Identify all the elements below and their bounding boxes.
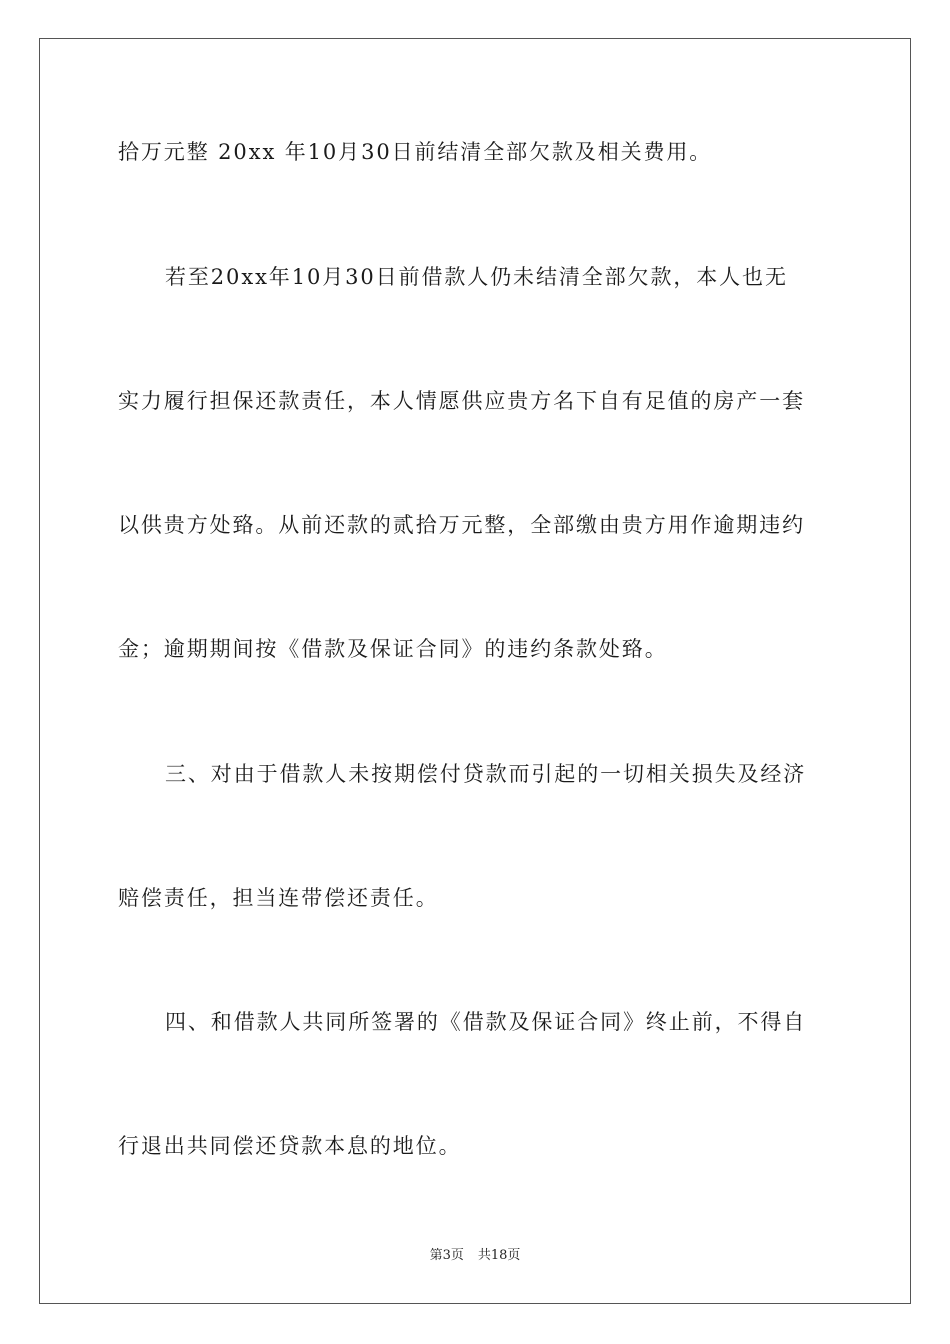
paragraph-start-line: 若至20xx年10月30日前借款人仍未结清全部欠款，本人也无 xyxy=(165,265,788,289)
text-line: 拾万元整 20xx 年10月30日前结清全部欠款及相关费用。 xyxy=(118,140,713,164)
text-line: 实力履行担保还款责任，本人情愿供应贵方名下自有足值的房产一套 xyxy=(118,389,805,413)
text-line: 赔偿责任，担当连带偿还责任。 xyxy=(118,886,439,910)
page-frame xyxy=(39,38,911,1304)
text-line: 行退出共同偿还贷款本息的地位。 xyxy=(118,1134,462,1158)
text-line: 以供贵方处臵。从前还款的贰拾万元整，全部缴由贵方用作逾期违约 xyxy=(118,513,805,537)
page-footer xyxy=(0,1247,950,1265)
paragraph-start-line: 四、和借款人共同所签署的《借款及保证合同》终止前，不得自 xyxy=(165,1010,807,1034)
page-number: 第3页 xyxy=(429,1248,464,1263)
text-line: 金；逾期期间按《借款及保证合同》的违约条款处臵。 xyxy=(118,637,668,661)
page-total: 共18页 xyxy=(477,1248,521,1263)
paragraph-start-line: 三、对由于借款人未按期偿付贷款而引起的一切相关损失及经济 xyxy=(165,762,807,786)
